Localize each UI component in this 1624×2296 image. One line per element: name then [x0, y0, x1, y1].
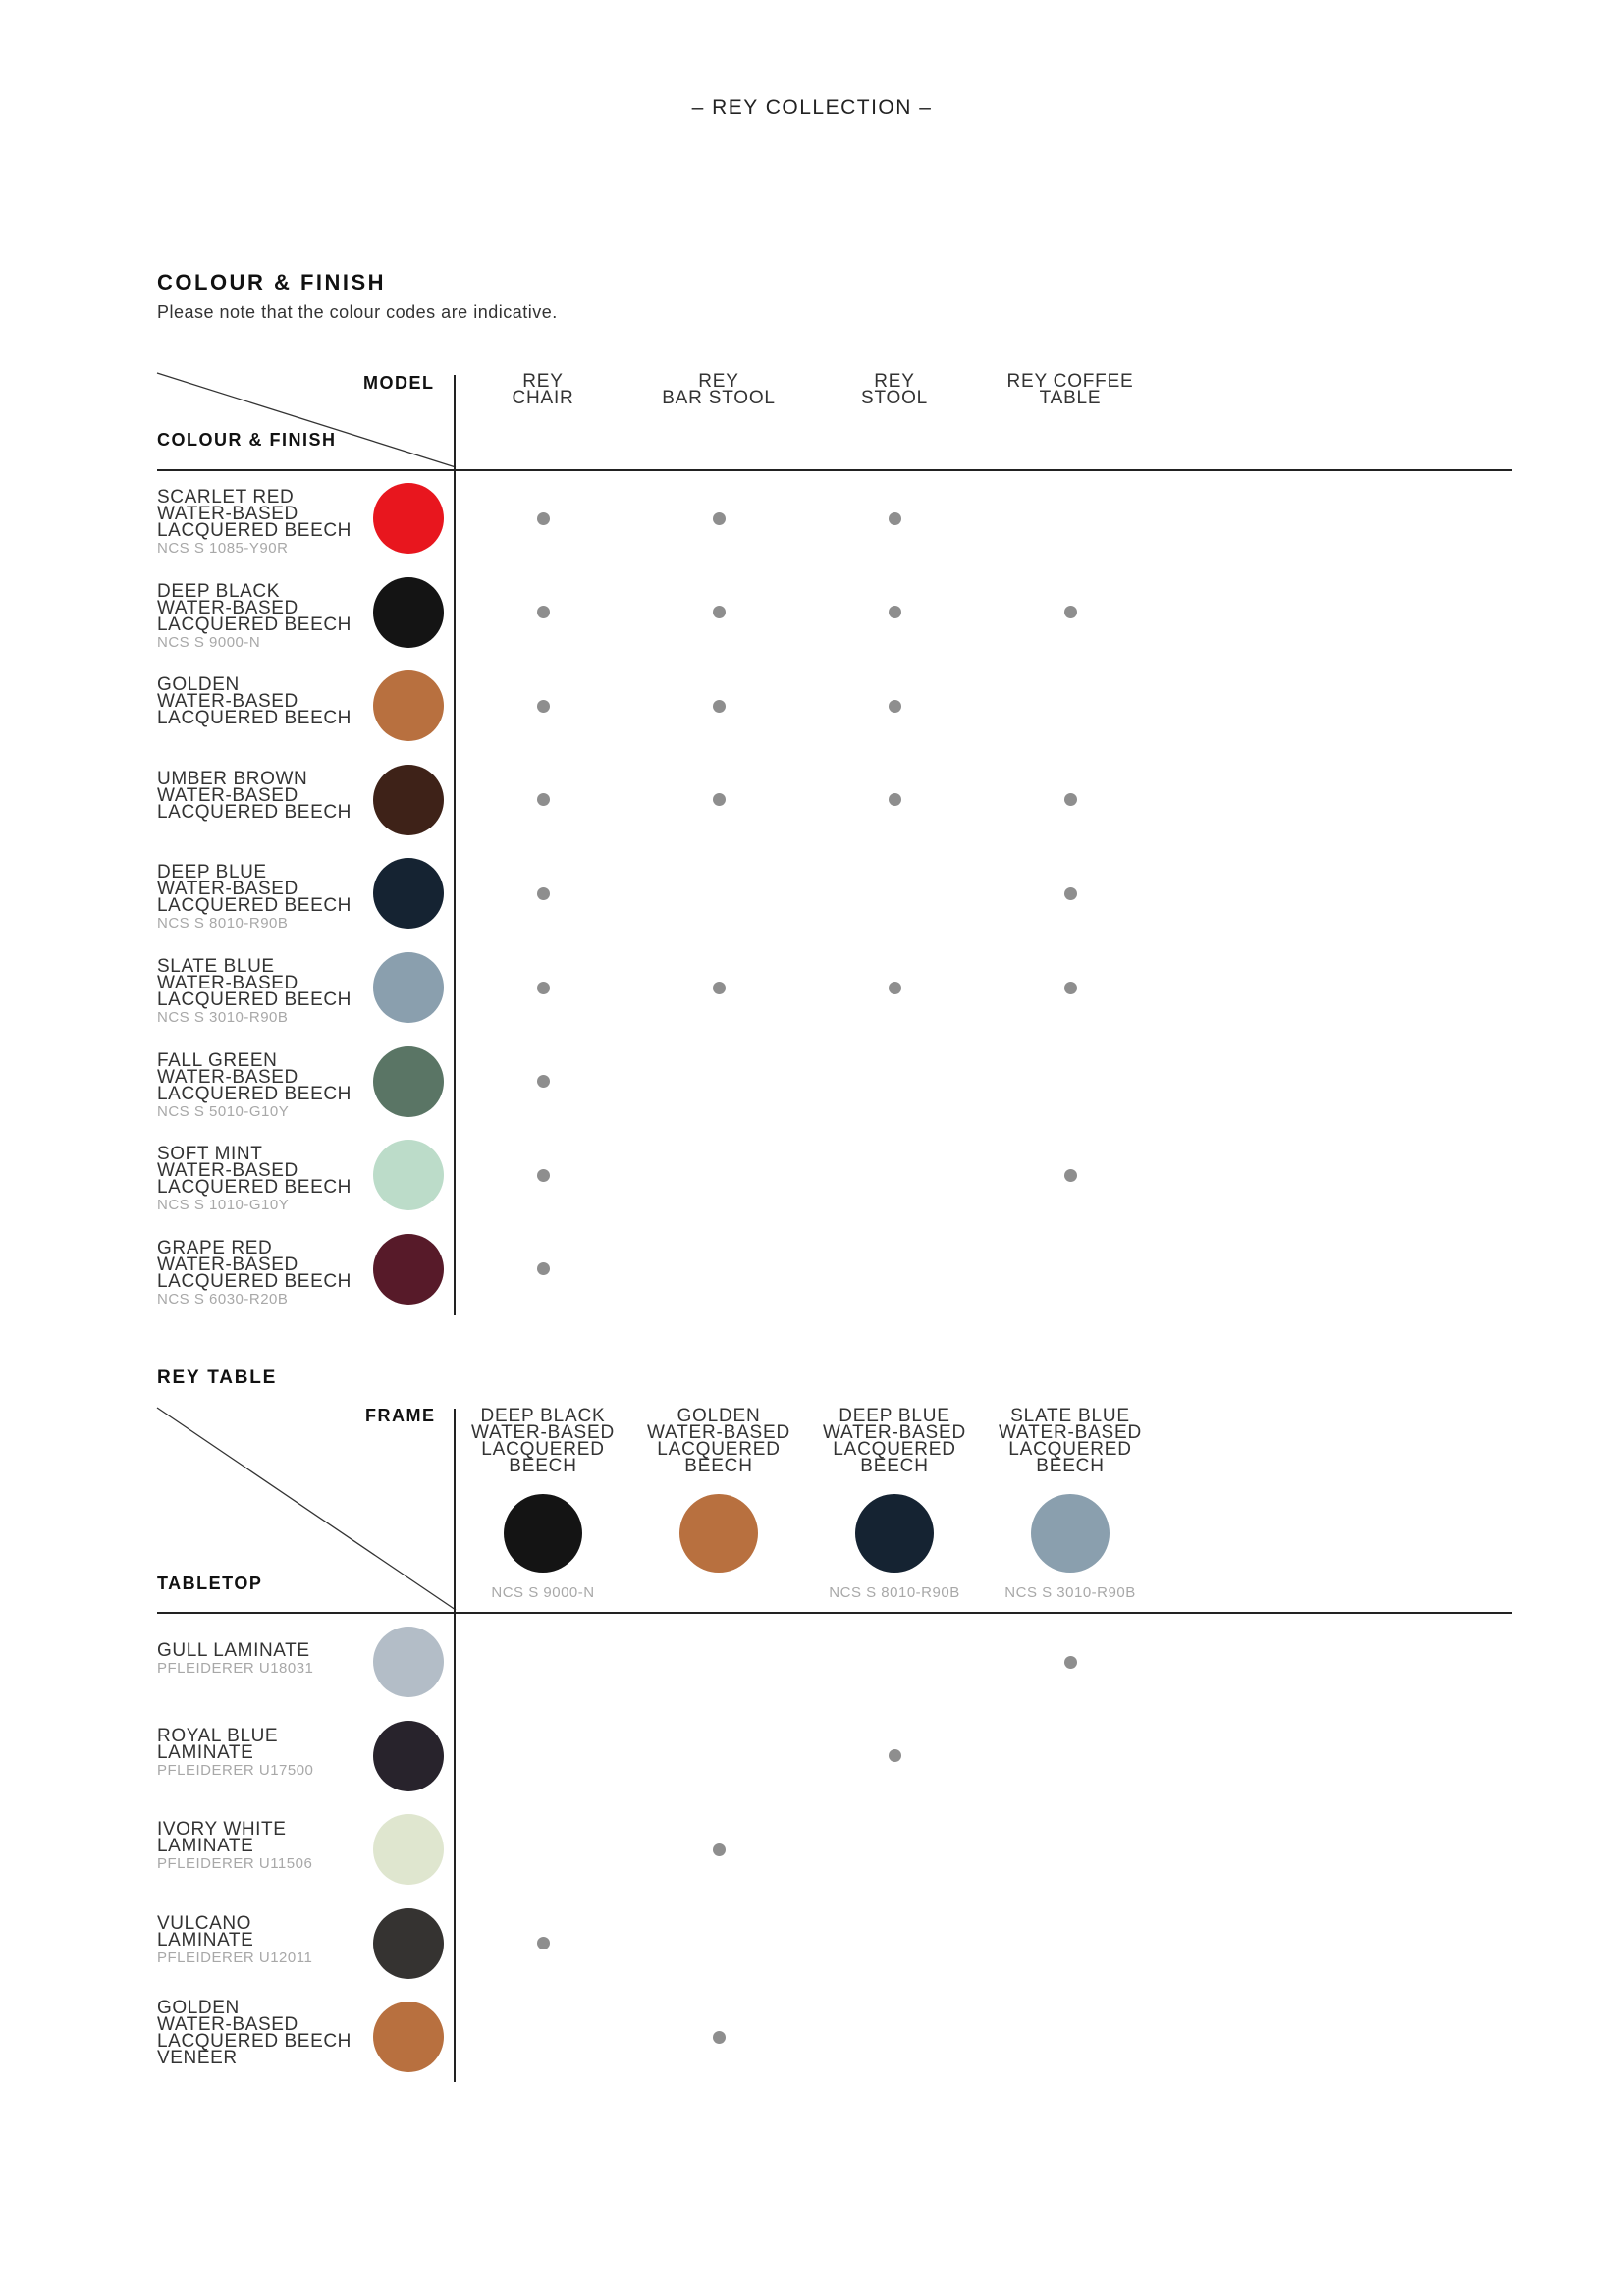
- frame-swatch: [855, 1494, 934, 1573]
- colour-swatch: [373, 670, 444, 741]
- frame-swatch: [1031, 1494, 1110, 1573]
- availability-dot: [889, 1749, 901, 1762]
- availability-dot: [1064, 1656, 1077, 1669]
- ncs-code: NCS S 9000-N: [157, 633, 261, 651]
- corner-label-frame: FRAME: [365, 1406, 436, 1425]
- colour-swatch: [373, 858, 444, 929]
- availability-dot: [713, 700, 726, 713]
- availability-dot: [1064, 793, 1077, 806]
- colour-swatch: [373, 1046, 444, 1117]
- availability-dot: [889, 982, 901, 994]
- finish-name-line: WATER-BASED: [157, 1066, 298, 1088]
- frame-swatch: [679, 1494, 758, 1573]
- finish-name-line: SCARLET RED: [157, 487, 295, 507]
- table2-corner-diagonal: [157, 1408, 458, 1614]
- finish-name-line: LACQUERED BEECH: [157, 614, 352, 635]
- finish-name-line: GOLDEN: [157, 674, 240, 696]
- colour-code-note: Please note that the colour codes are indicative.: [157, 302, 558, 322]
- finish-name-line: WATER-BASED: [157, 1254, 298, 1275]
- finish-name-line: FALL GREEN: [157, 1049, 278, 1071]
- corner-label-colour-finish: COLOUR & FINISH: [157, 430, 337, 450]
- ncs-code: NCS S 5010-G10Y: [157, 1102, 290, 1120]
- finish-row-label: [157, 1237, 363, 1308]
- finish-row-label: [157, 674, 363, 729]
- availability-dot: [537, 793, 550, 806]
- finish-name-line: WATER-BASED: [157, 1160, 298, 1182]
- availability-dot: [889, 793, 901, 806]
- availability-dot: [713, 2031, 726, 2044]
- tabletop-swatch: [373, 1814, 444, 1885]
- frame-header-0: DEEP BLACK WATER-BASED LACQUERED BEECH: [470, 1406, 616, 1476]
- availability-dot: [713, 793, 726, 806]
- finish-row-label: [157, 1049, 363, 1120]
- table2-vertical-rule: [454, 1409, 456, 2082]
- finish-name-line: UMBER BROWN: [157, 768, 308, 789]
- finish-name-line: WATER-BASED: [157, 784, 298, 806]
- column-header-0: REY CHAIR: [512, 371, 574, 408]
- tabletop-code: PFLEIDERER U11506: [157, 1855, 313, 1872]
- tabletop-name-line: LACQUERED BEECH: [157, 2031, 352, 2052]
- finish-row-label: [157, 580, 363, 651]
- availability-dot: [713, 982, 726, 994]
- availability-dot: [713, 1843, 726, 1856]
- finish-name-line: LACQUERED BEECH: [157, 1083, 352, 1104]
- finish-name-line: WATER-BASED: [157, 973, 298, 993]
- finish-name-line: LACQUERED BEECH: [157, 1270, 352, 1292]
- tabletop-row-label: [157, 1912, 363, 1966]
- finish-name-line: LACQUERED BEECH: [157, 1177, 352, 1199]
- availability-dot: [713, 512, 726, 525]
- finish-name-line: LACQUERED BEECH: [157, 801, 352, 823]
- tabletop-code: PFLEIDERER U12011: [157, 1949, 313, 1966]
- finish-row-label: [157, 1146, 363, 1213]
- corner-label-model: MODEL: [363, 373, 435, 393]
- tabletop-code: PFLEIDERER U18031: [157, 1660, 314, 1677]
- colour-swatch: [373, 1234, 444, 1305]
- tabletop-name-line: WATER-BASED: [157, 2014, 298, 2035]
- tabletop-code: PFLEIDERER U17500: [157, 1761, 314, 1779]
- colour-swatch: [373, 483, 444, 554]
- ncs-code: NCS S 1010-G10Y: [157, 1197, 290, 1214]
- availability-dot: [537, 606, 550, 618]
- tabletop-name-line: GOLDEN: [157, 1998, 240, 2018]
- column-header-3: REY COFFEE TABLE: [1006, 371, 1134, 408]
- availability-dot: [537, 1937, 550, 1949]
- table1-corner-diagonal: [157, 373, 458, 471]
- tabletop-name-line: LAMINATE: [157, 1741, 254, 1763]
- colour-swatch: [373, 952, 444, 1023]
- finish-name-line: GRAPE RED: [157, 1237, 273, 1258]
- finish-row-label: [157, 489, 363, 557]
- tabletop-row-label: [157, 1821, 363, 1872]
- tabletop-name-line: VULCANO: [157, 1912, 252, 1934]
- availability-dot: [1064, 982, 1077, 994]
- availability-dot: [889, 700, 901, 713]
- frame-ncs-code: NCS S 9000-N: [491, 1584, 595, 1601]
- availability-dot: [537, 512, 550, 525]
- tabletop-name-line: LAMINATE: [157, 1929, 254, 1950]
- availability-dot: [1064, 887, 1077, 900]
- finish-name-line: WATER-BASED: [157, 691, 298, 713]
- availability-dot: [537, 1262, 550, 1275]
- availability-dot: [537, 700, 550, 713]
- finish-row-label: [157, 958, 363, 1026]
- corner-label-tabletop: TABLETOP: [157, 1574, 263, 1593]
- frame-header-2: DEEP BLUE WATER-BASED LACQUERED BEECH: [822, 1406, 967, 1476]
- collection-header: – REY COLLECTION –: [691, 96, 933, 119]
- availability-dot: [537, 1075, 550, 1088]
- availability-dot: [537, 887, 550, 900]
- tabletop-row-label: [157, 2000, 363, 2066]
- availability-dot: [537, 1169, 550, 1182]
- finish-name-line: WATER-BASED: [157, 597, 298, 618]
- table2-header-rule: [157, 1612, 1512, 1614]
- availability-dot: [889, 512, 901, 525]
- section-title-rey-table: REY TABLE: [157, 1367, 278, 1388]
- availability-dot: [1064, 1169, 1077, 1182]
- column-header-2: REY STOOL: [860, 371, 929, 408]
- frame-header-3: SLATE BLUE WATER-BASED LACQUERED BEECH: [998, 1406, 1143, 1476]
- tabletop-swatch: [373, 1908, 444, 1979]
- colour-swatch: [373, 765, 444, 835]
- finish-name-line: SLATE BLUE: [157, 956, 275, 977]
- tabletop-name-line: IVORY WHITE: [157, 1819, 287, 1840]
- tabletop-name-line: ROYAL BLUE: [157, 1725, 279, 1746]
- table1-vertical-rule: [454, 375, 456, 1315]
- tabletop-swatch: [373, 1627, 444, 1697]
- finish-row-label: [157, 864, 363, 932]
- finish-name-line: LACQUERED BEECH: [157, 708, 352, 729]
- ncs-code: NCS S 3010-R90B: [157, 1009, 289, 1026]
- finish-row-label: [157, 768, 363, 823]
- frame-ncs-code: NCS S 3010-R90B: [1004, 1584, 1136, 1601]
- availability-dot: [713, 606, 726, 618]
- tabletop-row-label: [157, 1725, 363, 1779]
- tabletop-name-line: LAMINATE: [157, 1836, 254, 1856]
- ncs-code: NCS S 1085-Y90R: [157, 540, 289, 557]
- tabletop-swatch: [373, 1721, 444, 1791]
- frame-swatch: [504, 1494, 582, 1573]
- finish-name-line: LACQUERED BEECH: [157, 520, 352, 541]
- availability-dot: [889, 606, 901, 618]
- ncs-code: NCS S 8010-R90B: [157, 915, 289, 933]
- availability-dot: [1064, 606, 1077, 618]
- finish-name-line: DEEP BLUE: [157, 862, 267, 883]
- tabletop-name-line: GULL LAMINATE: [157, 1640, 310, 1661]
- ncs-code: NCS S 6030-R20B: [157, 1290, 289, 1308]
- frame-ncs-code: NCS S 8010-R90B: [829, 1584, 960, 1601]
- frame-header-1: GOLDEN WATER-BASED LACQUERED BEECH: [646, 1406, 791, 1476]
- availability-dot: [537, 982, 550, 994]
- tabletop-swatch: [373, 2002, 444, 2072]
- finish-name-line: LACQUERED BEECH: [157, 895, 352, 917]
- colour-swatch: [373, 1140, 444, 1210]
- colour-swatch: [373, 577, 444, 648]
- finish-name-line: SOFT MINT: [157, 1144, 263, 1165]
- finish-name-line: WATER-BASED: [157, 879, 298, 900]
- finish-name-line: LACQUERED BEECH: [157, 989, 352, 1010]
- column-header-1: REY BAR STOOL: [662, 371, 776, 408]
- table1-header-rule: [157, 469, 1512, 471]
- section-title-colour-finish: COLOUR & FINISH: [157, 270, 387, 294]
- finish-name-line: WATER-BASED: [157, 504, 298, 524]
- finish-name-line: DEEP BLACK: [157, 580, 280, 602]
- tabletop-name-line: VENEER: [157, 2048, 238, 2068]
- tabletop-row-label: [157, 1642, 363, 1677]
